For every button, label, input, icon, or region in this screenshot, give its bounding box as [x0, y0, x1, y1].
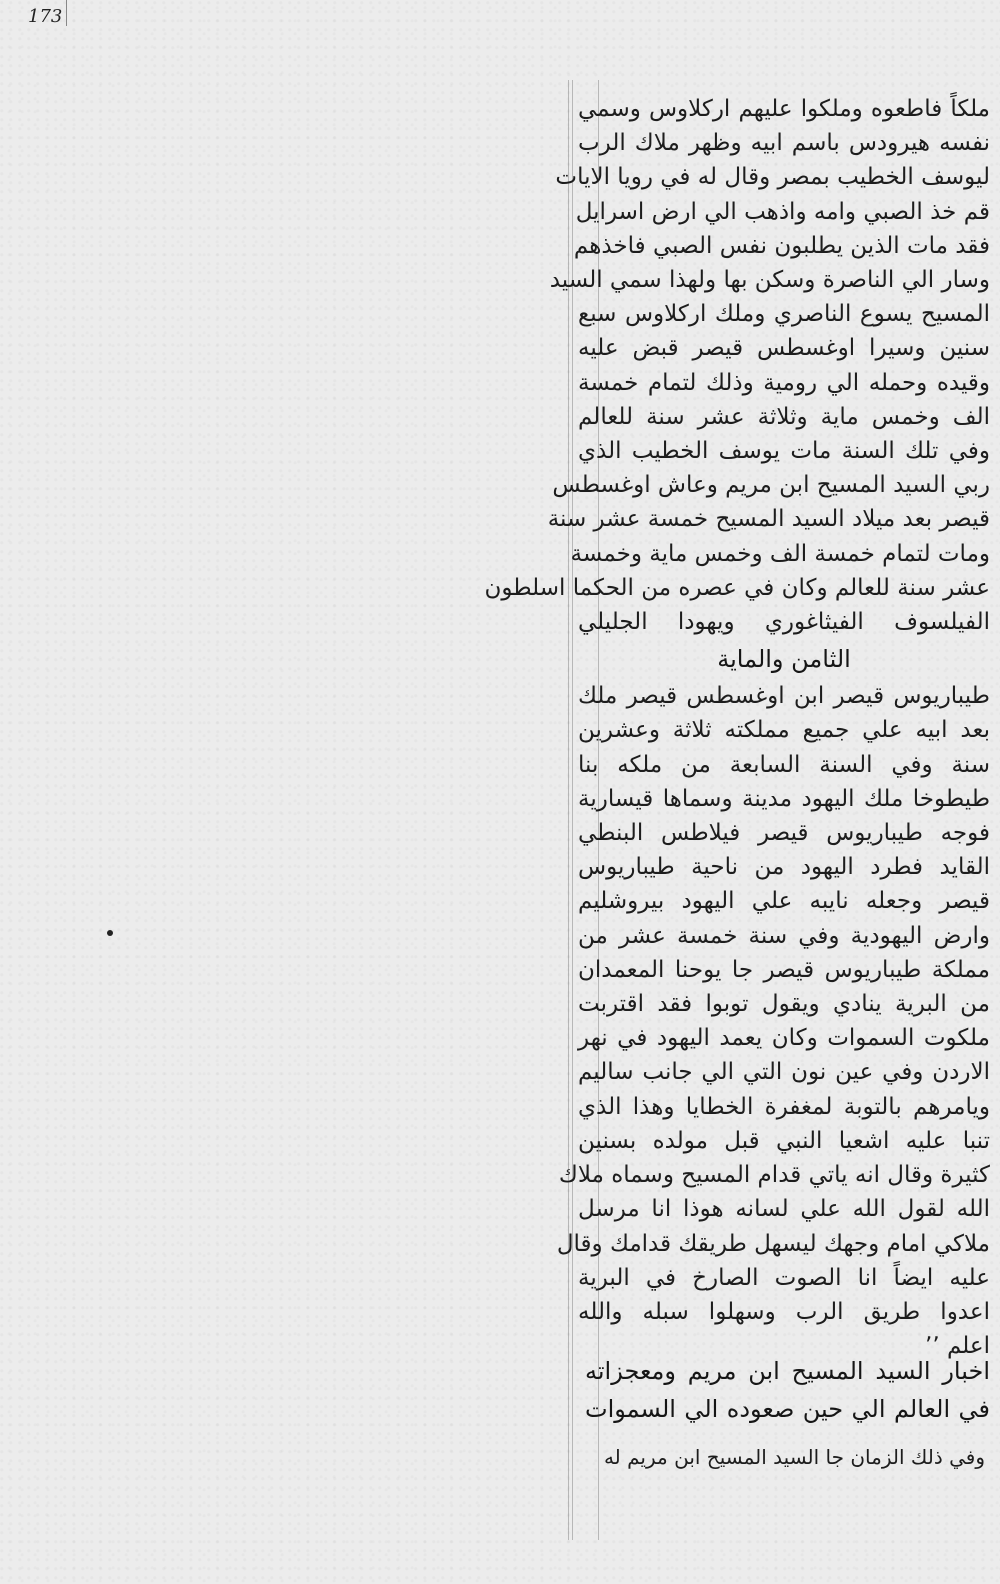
- text-line: طيطوخا ملك اليهود مدينة وسماها قيسارية: [578, 785, 990, 812]
- margin-rule: [572, 80, 573, 1540]
- chapter-heading: الثامن والماية: [717, 645, 851, 674]
- text-line: فوجه طيباريوس قيصر فيلاطس البنطي: [578, 820, 990, 847]
- corner-mark: [66, 0, 67, 26]
- margin-rule: [568, 80, 569, 1540]
- section-heading-line: في العالم الي حين صعوده الي السموات: [585, 1395, 990, 1423]
- text-line: الله لقول الله علي لسانه هوذا انا مرسل: [578, 1196, 990, 1223]
- text-line: قيصر بعد ميلاد السيد المسيح خمسة عشر سنة: [547, 506, 990, 533]
- text-line: القايد فطرد اليهود من ناحية طيباريوس: [578, 854, 990, 881]
- text-line: عشر سنة للعالم وكان في عصره من الحكما اسلطون: [484, 574, 990, 601]
- text-line: سنة وفي السنة السابعة من ملكه بنا: [578, 751, 990, 778]
- text-line: قم خذ الصبي وامه واذهب الي ارض اسرايل: [575, 198, 990, 225]
- text-line: طيباريوس قيصر ابن اوغسطس قيصر ملك: [578, 683, 990, 710]
- text-line: عليه ايضاً انا الصوت الصارخ في البرية: [578, 1264, 990, 1291]
- text-line: اعدوا طريق الرب وسهلوا سبله والله: [578, 1298, 990, 1325]
- text-line: كثيرة وقال انه ياتي قدام المسيح وسماه ملاك: [558, 1162, 990, 1189]
- text-line: الفيلسوف الفيثاغوري ويهودا الجليلي: [578, 609, 990, 636]
- text-line: قيصر وجعله نايبه علي اليهود بيروشليم: [578, 888, 990, 915]
- text-line: ملاكي امام وجهك ليسهل طريقك قدامك وقال: [556, 1230, 990, 1257]
- text-line: ويامرهم بالتوبة لمغفرة الخطايا وهذا الذي: [578, 1093, 990, 1120]
- folio-number: 173: [28, 6, 63, 27]
- text-line: الاردن وفي عين نون التي الي جانب ساليم: [578, 1059, 990, 1086]
- final-text-line: وفي ذلك الزمان جا السيد المسيح ابن مريم له: [603, 1445, 985, 1469]
- text-line: تنبا عليه اشعيا النبي قبل مولده بسنين: [578, 1127, 990, 1154]
- text-line: ملكوت السموات وكان يعمد اليهود في نهر: [578, 1025, 990, 1052]
- text-line: نفسه هيرودس باسم ابيه وظهر ملاك الرب: [578, 130, 990, 157]
- text-line: ربي السيد المسيح ابن مريم وعاش اوغسطس: [552, 472, 990, 499]
- section-heading-line: اخبار السيد المسيح ابن مريم ومعجزاته: [585, 1357, 990, 1385]
- text-line: المسيح يسوع الناصري وملك اركلاوس سبع: [578, 301, 990, 328]
- text-line: وقيده وحمله الي رومية وذلك لتمام خمسة: [578, 369, 990, 396]
- text-line: الف وخمس ماية وثلاثة عشر سنة للعالم: [578, 403, 990, 430]
- main-text-column: [484, 92, 990, 1363]
- section-heading: [585, 1352, 990, 1428]
- text-line: فقد مات الذين يطلبون نفس الصبي فاخذهم: [573, 232, 990, 259]
- text-line: اعلم ٬٬: [925, 1333, 990, 1360]
- text-line: بعد ابيه علي جميع مملكته ثلاثة وعشرين: [578, 717, 990, 744]
- text-line: وفي تلك السنة مات يوسف الخطيب الذي: [578, 438, 990, 465]
- text-line: وارض اليهودية وفي سنة خمسة عشر من: [578, 922, 990, 949]
- text-line: ليوسف الخطيب بمصر وقال له في رويا الايات: [555, 164, 990, 191]
- text-line: مملكة طيباريوس قيصر جا يوحنا المعمدان: [578, 956, 990, 983]
- text-line: ملكاً فاطعوه وملكوا عليهم اركلاوس وسمي: [578, 96, 990, 122]
- text-line: سنين وسيرا اوغسطس قيصر قبض عليه: [578, 335, 990, 362]
- ink-dot: [107, 930, 113, 936]
- text-line: ومات لتمام خمسة الف وخمس ماية وخمسة: [570, 540, 990, 567]
- text-line: من البرية ينادي ويقول توبوا فقد اقتربت: [578, 991, 990, 1018]
- text-line: وسار الي الناصرة وسكن بها ولهذا سمي السيد: [549, 267, 990, 294]
